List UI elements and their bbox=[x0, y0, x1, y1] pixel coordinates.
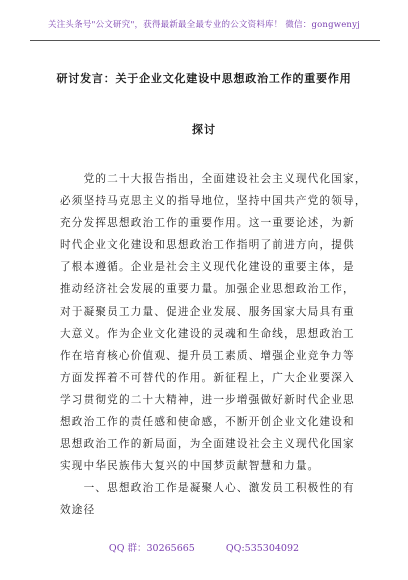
document-body bbox=[60, 168, 367, 522]
qq-group-label: QQ 群：30265665 bbox=[108, 543, 195, 554]
body-line: 党的二十大报告指出，全面建设社会主义现代化国家， bbox=[60, 173, 367, 185]
body-line: 充分发挥思想政治工作的重要作用。这一重要论述，为新 bbox=[60, 217, 355, 230]
body-line: 大意义。作为企业文化建设的灵魂和生命线，思想政治工 bbox=[60, 327, 355, 340]
header-banner: 关注头条号"公文研究"，获得最新最全最专业的公文资料库！ 微信：gongwenyj bbox=[48, 20, 360, 30]
body-line: 学习贯彻党的二十大精神，进一步增强做好新时代企业思 bbox=[60, 393, 355, 406]
body-line: 对于凝聚员工力量、促进企业发展、服务国家大局具有重 bbox=[60, 305, 355, 318]
section-heading-line: 效途径 bbox=[60, 504, 96, 517]
section-heading-line: 一、思想政治工作是凝聚人心、激发员工积极性的有 bbox=[60, 482, 355, 495]
footer bbox=[0, 540, 408, 554]
body-line: 作在培育核心价值观、提升员工素质、增强企业竞争力等 bbox=[60, 349, 355, 362]
body-line: 方面发挥着不可替代的作用。新征程上，广大企业要深入 bbox=[60, 371, 355, 384]
body-line: 必须坚持马克思主义的指导地位，坚持中国共产党的领导， bbox=[60, 195, 367, 208]
body-line: 思想政治工作的新局面，为全面建设社会主义现代化国家 bbox=[60, 438, 355, 451]
document-title: 研讨发言：关于企业文化建设中思想政治工作的重要作用 bbox=[56, 72, 352, 85]
body-line: 想政治工作的责任感和使命感，不断开创企业文化建设和 bbox=[60, 416, 355, 429]
qq-contact-label: QQ:535304092 bbox=[225, 543, 300, 554]
body-line: 时代企业文化建设和思想政治工作指明了前进方向，提供 bbox=[60, 239, 355, 252]
header-divider bbox=[30, 40, 380, 41]
body-line: 实现中华民族伟大复兴的中国梦贡献智慧和力量。 bbox=[60, 460, 320, 473]
body-line: 推动经济社会发展的重要力量。加强企业思想政治工作， bbox=[60, 283, 355, 296]
body-line: 了根本遵循。企业是社会主义现代化建设的重要主体，是 bbox=[60, 261, 355, 274]
document-subtitle: 探讨 bbox=[192, 123, 216, 136]
